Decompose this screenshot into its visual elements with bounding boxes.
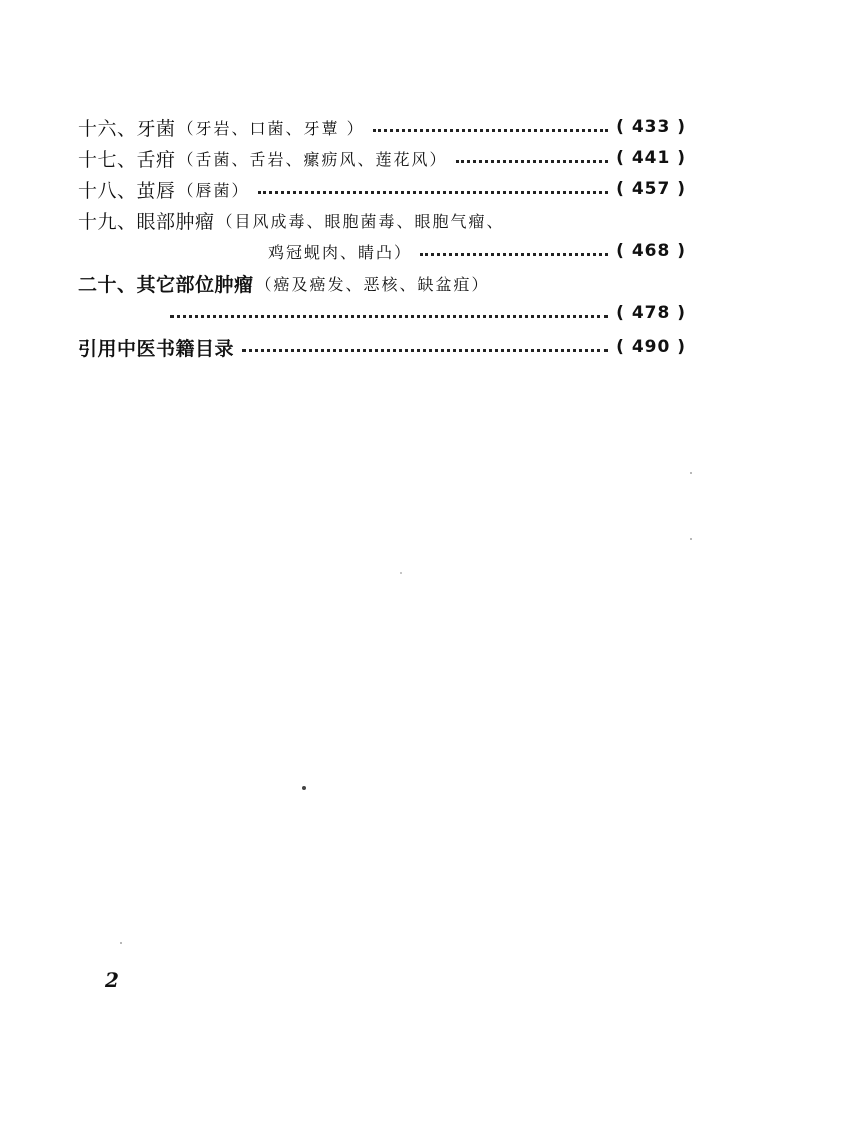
entry-title: 舌疳 [136,148,176,171]
page-number: ( 441 ) [616,148,686,168]
entry-title: 引用中医书籍目录 [78,337,235,360]
scan-speck [690,538,692,540]
page-number: ( 433 ) [616,117,686,137]
entry-title: 茧唇 [136,179,176,202]
dot-leader [456,160,609,163]
scan-speck [690,472,692,474]
toc-entry-17[interactable] [78,143,686,173]
entry-subtitle: （癌及癌发、恶核、缺盆疽） [255,274,490,294]
entry-title: 牙菌 [136,117,176,140]
entry-title: 其它部位肿瘤 [136,273,254,296]
dot-leader [420,253,608,256]
toc-entry-19[interactable] [78,205,686,235]
scan-speck [400,572,402,574]
dot-leader [242,349,608,352]
entry-title: 眼部肿瘤 [136,210,215,233]
entry-number: 十八、 [78,179,137,202]
entry-subtitle-continued: 鸡冠蚬肉、睛凸） [268,242,413,262]
page-number: ( 457 ) [616,179,686,199]
page-number: ( 478 ) [616,303,686,323]
entry-number: 十九、 [78,210,137,233]
entry-subtitle: （牙岩、口菌、牙蕈 ） [177,118,365,138]
entry-number: 二十、 [78,273,137,296]
entry-subtitle: （目风成毒、眼胞菌毒、眼胞气瘤、 [216,211,505,231]
dot-leader [258,191,609,194]
toc-entry-20[interactable] [78,268,686,298]
dot-leader [373,129,609,132]
page-number: ( 468 ) [616,241,686,261]
scan-speck [120,942,122,944]
scan-speck [302,786,306,790]
entry-number: 十六、 [78,117,137,140]
entry-number: 十七、 [78,148,137,171]
toc-entry-16[interactable] [78,112,686,142]
toc-entry-20-continuation[interactable] [170,298,686,328]
entry-subtitle: （舌菌、舌岩、瘰疬风、莲花风） [177,149,448,169]
entry-subtitle: （唇菌） [177,180,250,200]
toc-entry-19-continuation[interactable] [266,236,686,266]
page-folio: 2 [105,968,119,992]
dot-leader [170,315,608,318]
page-number: ( 490 ) [616,337,686,357]
toc-entry-18[interactable] [78,174,686,204]
toc-entry-bibliography[interactable] [78,332,686,362]
